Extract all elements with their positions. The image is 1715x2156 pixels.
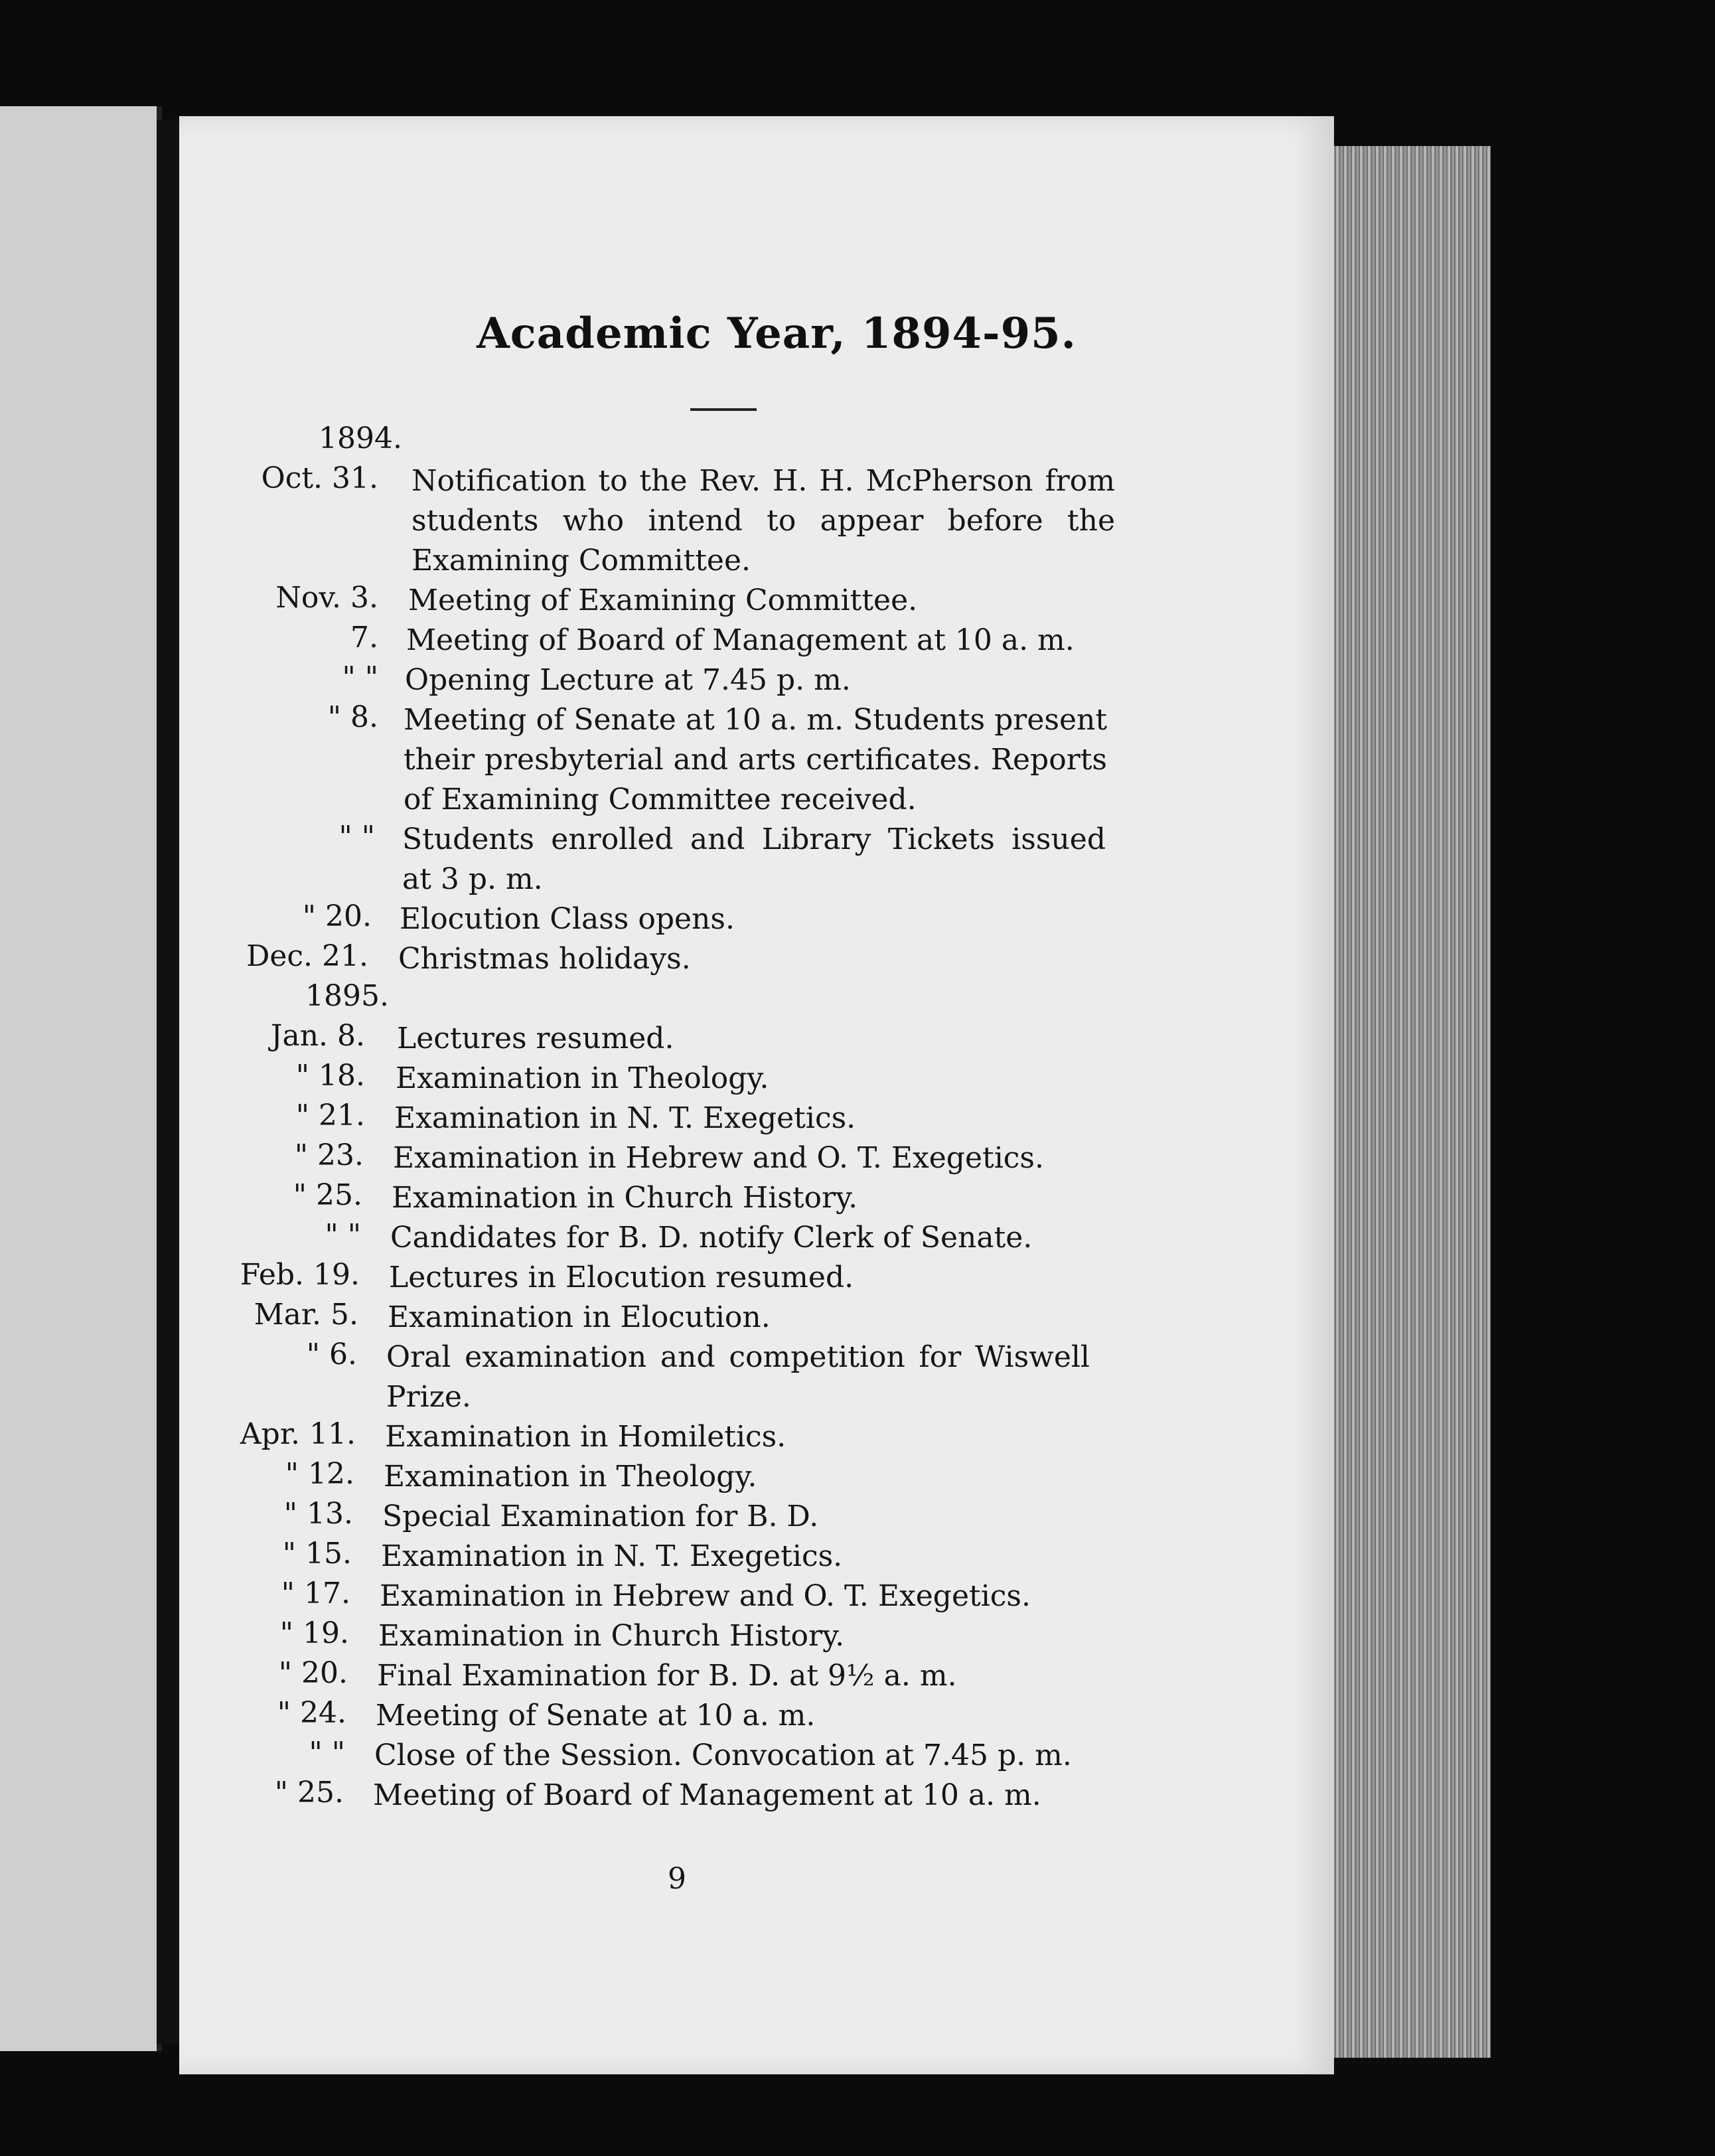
entry-date: " 8.: [327, 700, 378, 734]
entry-date: " 24.: [277, 1696, 346, 1730]
page-edges: [1321, 146, 1491, 2058]
entry-date: Nov. 3.: [275, 581, 378, 615]
entry-text: Examination in Theology.: [396, 1061, 769, 1095]
entry-text: Meeting of Board of Management at 10 a. m.: [373, 1778, 1041, 1812]
entry-text: Meeting of Board of Management at 10 a. m.: [406, 623, 1075, 657]
entry-text: Examination in Elocution.: [388, 1300, 771, 1334]
entry-text: Christmas holidays.: [398, 942, 691, 976]
entry-date: Oct. 31.: [261, 461, 378, 495]
entry-text: Examination in Theology.: [384, 1460, 757, 1494]
entry-text: Notification to the Rev. H. H. McPherson from students who intend to appear before the Examining Committee.: [411, 464, 1115, 578]
entry-text: Oral examination and competition for Wiswell Prize.: [386, 1340, 1090, 1414]
year-heading-1894: 1894.: [319, 422, 402, 455]
entry-date: " 18.: [295, 1059, 365, 1093]
entry-date: " 12.: [285, 1457, 354, 1491]
entry-text: Lectures resumed.: [397, 1022, 674, 1055]
entry-date: " 21.: [295, 1099, 365, 1132]
entry-text: Meeting of Senate at 10 a. m.: [376, 1699, 816, 1733]
entry-date: " 13.: [283, 1497, 353, 1531]
entry-text: Opening Lecture at 7.45 p. m.: [405, 663, 851, 697]
entry-date: Mar. 5.: [254, 1298, 358, 1332]
entry-date: " 17.: [281, 1577, 350, 1610]
calendar-entries: [179, 116, 1334, 2074]
year-heading-1895: 1895.: [305, 979, 389, 1013]
entry-date: " 19.: [279, 1616, 349, 1650]
entry-date: 7.: [350, 621, 378, 654]
entry-text: Lectures in Elocution resumed.: [389, 1261, 854, 1294]
entry-date: " 20.: [278, 1656, 348, 1690]
entry-date: Dec. 21.: [246, 939, 368, 973]
entry-date: Feb. 19.: [240, 1258, 360, 1292]
entry-date: Apr. 11.: [240, 1417, 356, 1451]
entry-text: Examination in N. T. Exegetics.: [381, 1539, 843, 1573]
entry-date: " 25.: [274, 1776, 344, 1810]
entry-date: " 25.: [293, 1178, 362, 1212]
entry-date: Jan. 8.: [270, 1019, 365, 1053]
entry-text: Examination in Hebrew and O. T. Exegetics.: [393, 1141, 1044, 1175]
entry-date: " ": [342, 660, 378, 694]
entry-date: " 20.: [302, 899, 372, 933]
entry-text: Meeting of Examining Committee.: [408, 583, 918, 617]
page-title: Academic Year, 1894-95.: [477, 309, 1077, 358]
entry-text: Special Examination for B. D.: [382, 1500, 819, 1533]
entry-date: " ": [338, 820, 375, 854]
entry-date: " 6.: [306, 1338, 357, 1371]
entry-date: " ": [325, 1218, 361, 1252]
entry-date: " ": [309, 1736, 345, 1770]
entry-text: Students enrolled and Library Tickets issued at 3 p. m.: [402, 822, 1106, 896]
entry-text: Examination in Church History.: [378, 1619, 845, 1653]
entry-date: " 15.: [282, 1537, 352, 1571]
entry-text: Examination in Church History.: [392, 1181, 858, 1215]
entry-text: Final Examination for B. D. at 9½ a. m.: [377, 1659, 957, 1693]
entry-text: Meeting of Senate at 10 a. m. Students present their presbyterial and arts certificates. Reports of Examining Committee received.: [404, 703, 1107, 816]
entry-text: Examination in Hebrew and O. T. Exegetics.: [380, 1579, 1031, 1613]
entry-text: Examination in N. T. Exegetics.: [394, 1101, 856, 1135]
page-number: 9: [668, 1862, 686, 1896]
document-page: [179, 116, 1334, 2074]
entry-text: Examination in Homiletics.: [385, 1420, 786, 1454]
entry-text: Close of the Session. Convocation at 7.45 p. m.: [374, 1738, 1072, 1772]
entry-text: Candidates for B. D. notify Clerk of Senate.: [390, 1221, 1033, 1255]
entry-text: Elocution Class opens.: [400, 902, 735, 936]
entry-date: " 23.: [294, 1138, 364, 1172]
